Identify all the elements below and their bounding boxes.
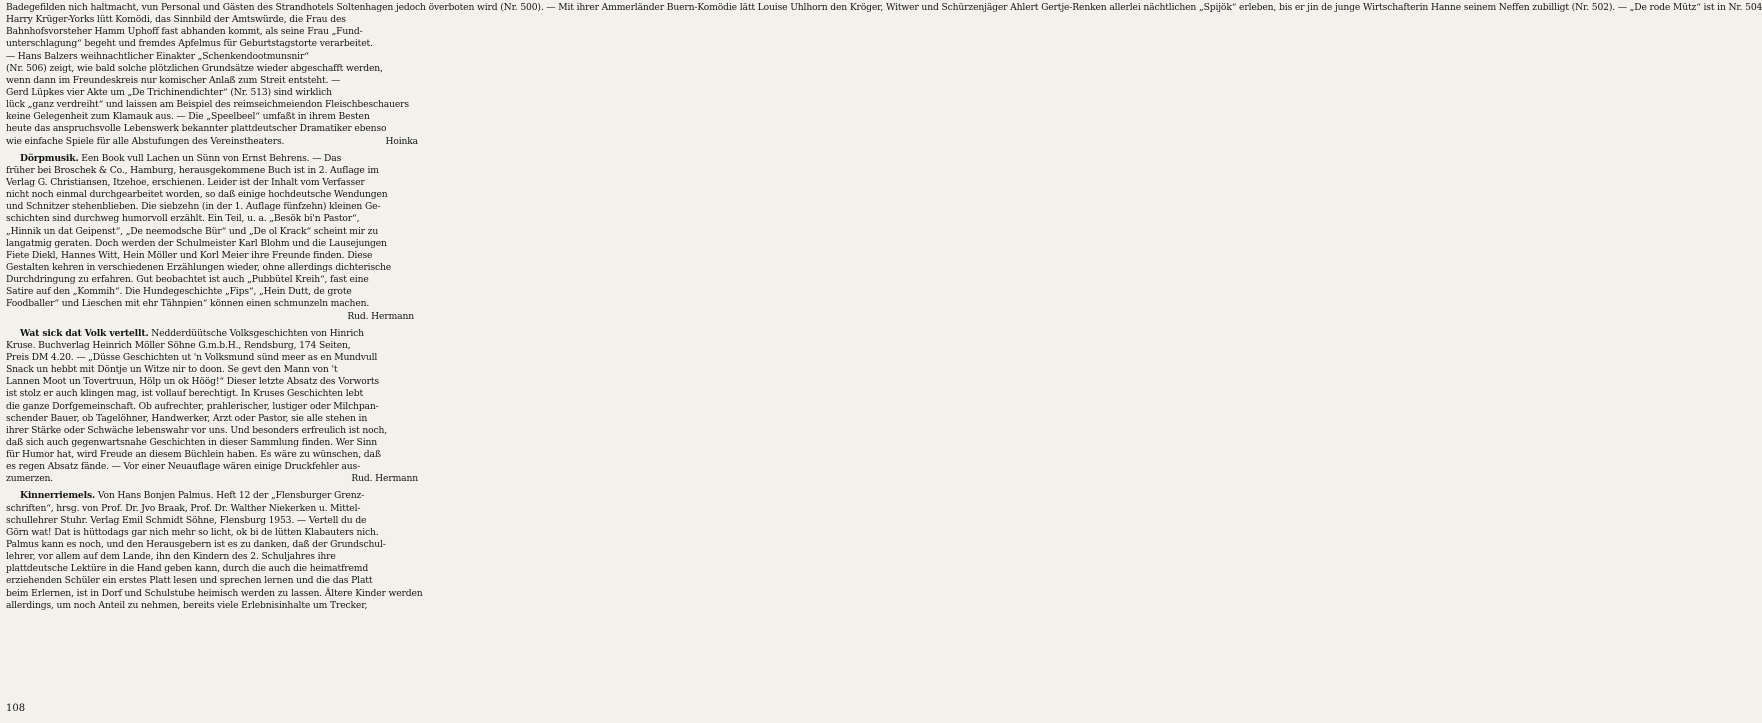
text-line: Wat sick dat Volk vertellt. Nedderdüütsche Volksgeschichten von Hinrich [20, 327, 364, 339]
text-line: Preis DM 4.20. — „Düsse Geschichten ut 'n Volksmund sünd meer as en Mundvull [6, 351, 378, 363]
text-line: die ganze Dorfgemeinschaft. Ob aufrechter, prahlerischer, lustiger oder Milchpan- [6, 400, 379, 412]
text-line: Gestalten kehren in verschiedenen Erzählungen wieder, ohne allerdings dichterische [6, 261, 392, 273]
page-number: 108 [6, 703, 26, 714]
text-line: schullehrer Stuhr. Verlag Emil Schmidt Söhne, Flensburg 1953. — Vertell du de [6, 514, 367, 526]
review-wat-sick-dat-volk-vertellt [6, 328, 418, 486]
text-line: unterschlagung“ begeht und fremdes Apfelmus für Geburtstagstorte verarbeitet. [6, 38, 373, 50]
text-line: wenn dann im Freundeskreis nur komischer Anlaß zum Streit entsteht. — [6, 74, 341, 86]
text-line: und Schnitzer stehenblieben. Die siebzehn (in der 1. Auflage fünfzehn) kleinen Ge- [6, 201, 381, 213]
text-line: — Hans Balzers weihnachtlicher Einakter „Schenkendootmunsnir“ [6, 50, 309, 62]
text-line: Badegefilden nich haltmacht, vun Personal und Gästen des Strandhotels Soltenhagen jedoch överboten wird (Nr. 500). — Mit ihrer Ammerländer Buern-Komödie lätt Louise Uhlhorn den Kröger, Witwer und Schürzenjäger Ahlert Gertje-Renken allerlei nächtlichen „Spijök“ erleben, bis er jin de junge Wirtschafterin Hanne seinem Neffen zubilligt (Nr. 502). — „De rode Mütz“ ist in Nr. 504 [6, 2, 1762, 13]
text-line: Bahnhofsvorsteher Hamm Uphoff fast abhanden kommt, als seine Frau „Fund- [6, 26, 363, 38]
text-line: Verlag G. Christiansen, Itzehoe, erschienen. Leider ist der Inhalt vom Verfasser [6, 176, 365, 188]
text-line: schriften“, hrsg. von Prof. Dr. Jvo Braak, Prof. Dr. Walther Niekerken u. Mittel- [6, 502, 361, 514]
text-line: „Hinnik un dat Geipenst“, „De neemodsche Bür“ und „De ol Krack“ scheint mir zu [6, 225, 379, 237]
text-line: Satire auf den „Kommih“. Die Hundegeschichte „Fips“, „Hein Dutt, de grote [6, 286, 352, 298]
text-line: Lannen Moot un Tovertruun, Hölp un ok Höög!“ Dieser letzte Absatz des Vorworts [6, 376, 379, 388]
text-line: keine Gelegenheit zum Klamauk aus. — Die „Speelbeel“ umfaßt in ihrem Besten [6, 111, 370, 123]
text-line: Harry Krüger-Yorks lütt Komödi, das Sinnbild der Amtswürde, die Frau des [6, 14, 346, 26]
text-line: für Humor hat, wird Freude an diesem Büchlein haben. Es wäre zu wünschen, daß [6, 449, 381, 461]
text-line: nicht noch einmal durchgearbeitet worden, so daß einige hochdeutsche Wendungen [6, 189, 388, 201]
text-line [6, 136, 418, 148]
text-line: ihrer Stärke oder Schwäche lebenswahr vor uns. Und besonders erfreulich ist noch, [6, 424, 388, 436]
text-line: langatmig geraten. Doch werden der Schulmeister Karl Blohm und die Lausejungen [6, 237, 387, 249]
text-line: es regen Absatz fände. — Vor einer Neuauflage wären einige Druckfehler aus- [6, 461, 361, 473]
text-line: Fiete Diekl, Hannes Witt, Hein Möller und Korl Meier ihre Freunde finden. Diese [6, 249, 373, 261]
review-author: Rud. Hermann [351, 473, 418, 485]
text-line [6, 473, 418, 485]
review-title: Wat sick dat Volk vertellt. [20, 327, 149, 339]
text-line: Gerd Lüpkes vier Akte um „De Trichinendichter“ (Nr. 513) sind wirklich [6, 86, 332, 98]
review-title: Dörpmusik. [20, 152, 79, 164]
text-line: Snack un hebbt mit Döntje un Witze nir to doon. Se gevt den Mann von 't [6, 364, 338, 376]
text-line: Kinnerriemels. Von Hans Bonjen Palmus. Heft 12 der „Flensburger Grenz- [20, 490, 365, 502]
review-kinnerriemels [6, 490, 423, 611]
text-line-end: zumerzen. [6, 473, 54, 485]
text-line: lehrer, vor allem auf dem Lande, ihn den Kindern des 2. Schuljahres ihre [6, 551, 336, 563]
review-author: Rud. Hermann [347, 310, 414, 322]
text-line: ist stolz er auch klingen mag, ist vollauf berechtigt. In Kruses Geschichten lebt [6, 388, 364, 400]
text-line: Dörpmusik. Een Book vull Lachen un Sünn von Ernst Behrens. — Das [20, 152, 342, 164]
text-line: schichten sind durchweg humorvoll erzählt. Ein Teil, u. a. „Besök bi'n Pastor“, [6, 213, 360, 225]
text-column [6, 2, 1762, 612]
text-line-end: wie einfache Spiele für alle Abstufungen des Vereinstheaters. [6, 135, 285, 147]
text-line: Kruse. Buchverlag Heinrich Möller Söhne G.m.b.H., Rendsburg, 174 Seiten, [6, 339, 351, 351]
text-line: (Nr. 506) zeigt, wie bald solche plötzlichen Grundsätze wieder abgeschafft werden, [6, 62, 383, 74]
text-line: Durchdringung zu erfahren. Gut beobachtet ist auch „Pubbütel Kreih“, fast eine [6, 274, 369, 286]
review-author: Hoinka [385, 135, 418, 147]
text-line: plattdeutsche Lektüre in die Hand geben kann, durch die auch die heimatfremd [6, 563, 369, 575]
review-continuation [6, 2, 1762, 148]
text-line: allerdings, um noch Anteil zu nehmen, bereits viele Erlebnisinhalte um Trecker, [6, 599, 368, 611]
text-line: heute das anspruchsvolle Lebenswerk bekannter plattdeutscher Dramatiker ebenso [6, 123, 387, 135]
text-line: Foodballer“ und Lieschen mit ehr Tähnpien“ können einen schmunzeln machen. [6, 298, 370, 310]
text-line: schender Bauer, ob Tagelöhner, Handwerker, Arzt oder Pastor, sie alle stehen in [6, 412, 368, 424]
text-line: daß sich auch gegenwartsnahe Geschichten in dieser Sammlung finden. Wer Sinn [6, 436, 378, 448]
review-title: Kinnerriemels. [20, 490, 96, 502]
review-doerpmusik [6, 153, 418, 323]
text-line: beim Erlernen, ist in Dorf und Schulstube heimisch werden zu lassen. Ältere Kinder werden [6, 587, 423, 599]
text-line: Palmus kann es noch, und den Herausgebern ist es zu danken, daß der Grundschul- [6, 539, 386, 551]
text-line: Görn wat! Dat is hüttodags gar nich mehr so licht, ok bi de lütten Klabauters nich. [6, 526, 379, 538]
text-line: lück „ganz verdreiht“ und laissen am Beispiel des reimseichmeiendon Fleischbeschauers [6, 99, 409, 111]
text-line: erziehenden Schüler ein erstes Platt lesen und sprechen lernen und die das Platt [6, 575, 373, 587]
text-line: früher bei Broschek & Co., Hamburg, herausgekommene Buch ist in 2. Auflage im [6, 164, 379, 176]
